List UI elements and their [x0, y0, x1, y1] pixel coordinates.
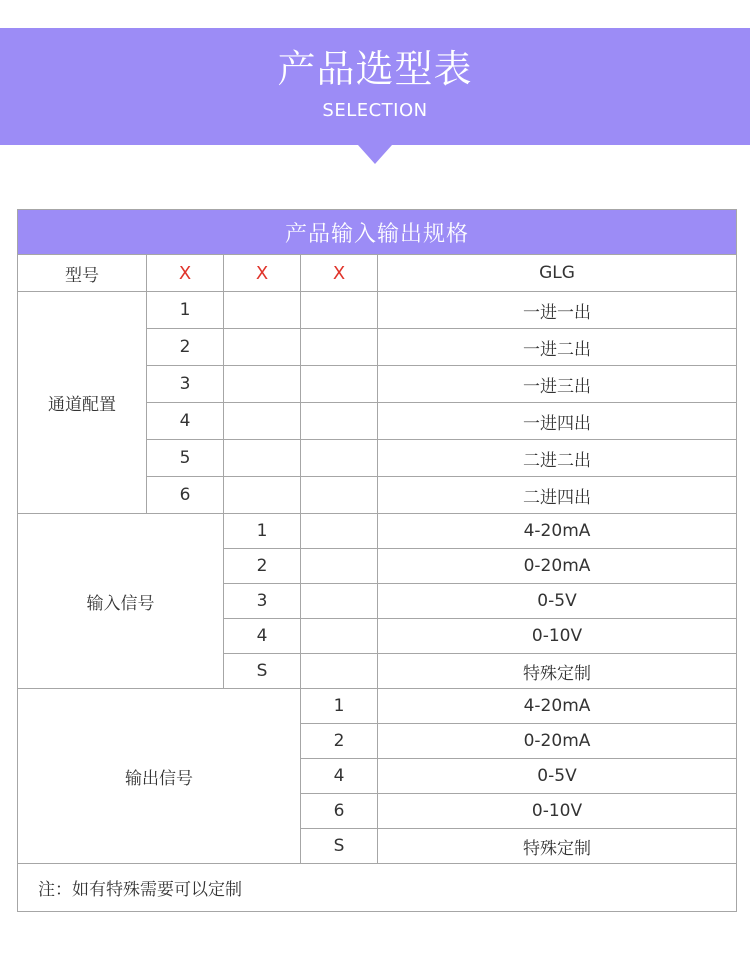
- input-desc: 特殊定制: [378, 654, 737, 689]
- output-desc: 特殊定制: [378, 829, 737, 864]
- empty-cell: [224, 366, 301, 403]
- output-desc: 4-20mA: [378, 689, 737, 724]
- input-code: 1: [224, 514, 301, 549]
- empty-cell: [224, 292, 301, 329]
- channel-code: 1: [147, 292, 224, 329]
- channel-code: 3: [147, 366, 224, 403]
- input-code: S: [224, 654, 301, 689]
- input-desc: 4-20mA: [378, 514, 737, 549]
- input-signal-label: 输入信号: [18, 514, 224, 689]
- channel-desc: 一进二出: [378, 329, 737, 366]
- output-code: 2: [301, 724, 378, 759]
- empty-cell: [301, 477, 378, 514]
- output-desc: 0-20mA: [378, 724, 737, 759]
- empty-cell: [301, 440, 378, 477]
- output-desc: 0-5V: [378, 759, 737, 794]
- input-code: 3: [224, 584, 301, 619]
- input-desc: 0-5V: [378, 584, 737, 619]
- channel-code: 4: [147, 403, 224, 440]
- model-mark-3: X: [301, 255, 378, 292]
- model-mark-1: X: [147, 255, 224, 292]
- empty-cell: [224, 440, 301, 477]
- empty-cell: [301, 329, 378, 366]
- empty-cell: [301, 292, 378, 329]
- empty-cell: [301, 619, 378, 654]
- channel-desc: 一进一出: [378, 292, 737, 329]
- channel-code: 5: [147, 440, 224, 477]
- channel-config-label: 通道配置: [18, 292, 147, 514]
- empty-cell: [301, 584, 378, 619]
- channel-desc: 一进四出: [378, 403, 737, 440]
- table-title: 产品输入输出规格: [18, 210, 737, 255]
- input-desc: 0-20mA: [378, 549, 737, 584]
- output-desc: 0-10V: [378, 794, 737, 829]
- input-desc: 0-10V: [378, 619, 737, 654]
- empty-cell: [301, 366, 378, 403]
- model-mark-2: X: [224, 255, 301, 292]
- empty-cell: [301, 549, 378, 584]
- output-signal-label: 输出信号: [18, 689, 301, 864]
- empty-cell: [301, 403, 378, 440]
- page-subtitle: SELECTION: [322, 100, 428, 121]
- output-code: S: [301, 829, 378, 864]
- model-label: 型号: [18, 255, 147, 292]
- output-code: 4: [301, 759, 378, 794]
- empty-cell: [224, 477, 301, 514]
- empty-cell: [224, 403, 301, 440]
- empty-cell: [301, 654, 378, 689]
- table-note: 注：如有特殊需要可以定制: [18, 864, 737, 912]
- channel-code: 2: [147, 329, 224, 366]
- input-code: 4: [224, 619, 301, 654]
- empty-cell: [301, 514, 378, 549]
- output-code: 6: [301, 794, 378, 829]
- channel-code: 6: [147, 477, 224, 514]
- selection-table: [17, 209, 737, 912]
- output-code: 1: [301, 689, 378, 724]
- banner-arrow-icon: [358, 145, 392, 164]
- input-code: 2: [224, 549, 301, 584]
- model-value: GLG: [378, 255, 737, 292]
- empty-cell: [224, 329, 301, 366]
- channel-desc: 二进二出: [378, 440, 737, 477]
- channel-desc: 二进四出: [378, 477, 737, 514]
- page-title: 产品选型表: [277, 47, 473, 91]
- channel-desc: 一进三出: [378, 366, 737, 403]
